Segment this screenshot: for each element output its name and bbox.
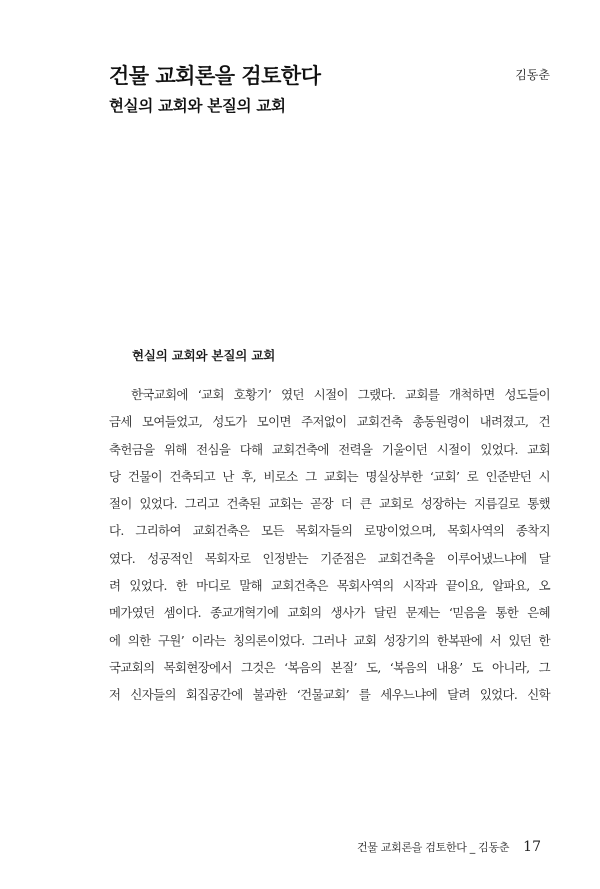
- running-head: 건물 교회론을 검토한다 _ 김동춘: [356, 841, 510, 854]
- body-line: 축헌금을 위해 전심을 다해 교회건축에 전력을 기울이던 시절이 있었다. 교회: [109, 441, 550, 457]
- body-line: 메가였던 셈이다. 종교개혁기에 교회의 생사가 달린 문제는 ‘믿음을 통한 은혜: [109, 605, 550, 621]
- body-line: 한국교회에 ‘교회 호황기’ 였던 시절이 그랬다. 교회를 개척하면 성도들이: [131, 387, 550, 402]
- chapter-subtitle: 현실의 교회와 본질의 교회: [109, 97, 286, 115]
- body-line: 저 신자들의 회집공간에 불과한 ‘건물교회’ 를 세우느냐에 달려 있었다. 신학: [109, 687, 550, 703]
- body-text: [109, 381, 550, 709]
- page-number: 17: [523, 839, 541, 855]
- body-line: 국교회의 목회현장에서 그것은 ‘복음의 본질’ 도, ‘복음의 내용’ 도 아니라, 그: [109, 659, 550, 675]
- body-line: 절이 있었다. 그리고 건축된 교회는 곧장 더 큰 교회로 성장하는 지름길로 통했: [109, 496, 550, 512]
- body-line: 금세 모여들었고, 성도가 모이면 주저없이 교회건축 총동원령이 내려졌고, 건: [109, 414, 550, 430]
- section-heading: 현실의 교회와 본질의 교회: [132, 348, 276, 363]
- body-line: 다. 그리하여 교회건축은 모든 목회자들의 로망이었으며, 목회사역의 종착지: [109, 523, 550, 539]
- chapter-title: 건물 교회론을 검토한다: [109, 64, 321, 88]
- body-line: 려 있었다. 한 마디로 말해 교회건축은 목회사역의 시작과 끝이요, 알파요, 오: [109, 578, 550, 594]
- author-name: 김동춘: [515, 68, 550, 82]
- page-footer: [357, 839, 541, 855]
- body-line: 당 건물이 건축되고 난 후, 비로소 그 교회는 명실상부한 ‘교회’ 로 인준받던 시: [109, 468, 550, 484]
- body-line: 에 의한 구원’ 이라는 칭의론이었다. 그러나 교회 성장기의 한복판에 서 있던 한: [109, 632, 550, 648]
- body-line: 였다. 성공적인 목회자로 인정받는 기준점은 교회건축을 이루어냈느냐에 달: [109, 550, 550, 566]
